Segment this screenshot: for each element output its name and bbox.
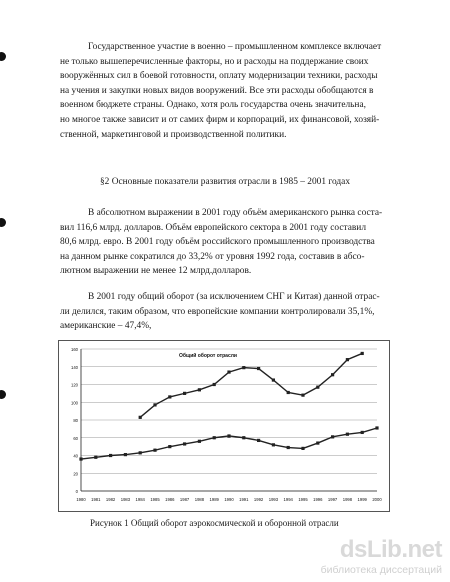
- data-point: [153, 449, 156, 452]
- data-point: [331, 373, 334, 376]
- data-point: [198, 440, 201, 443]
- y-tick-label: 60: [73, 435, 78, 441]
- text-line: ли делился, таким образом, что европейские компании контролировали 35,1%,: [60, 306, 375, 317]
- data-point: [183, 442, 186, 445]
- y-tick-label: 120: [71, 382, 78, 388]
- paragraph-market-volume: [60, 206, 388, 279]
- data-point: [94, 456, 97, 459]
- text-line: не только вышеперечисленные факторы, но и расходы на поддержание своих: [60, 56, 369, 67]
- x-tick-label: 1980: [76, 497, 86, 502]
- binder-hole: [0, 390, 6, 399]
- data-point: [346, 358, 349, 361]
- x-tick-label: 1992: [253, 497, 264, 502]
- watermark-logo: dsLib.net: [339, 536, 442, 563]
- watermark-subtitle: библиотека диссертаций: [320, 564, 442, 576]
- x-tick-label: 1999: [357, 497, 367, 502]
- data-point: [213, 436, 216, 439]
- x-tick-label: 1993: [268, 497, 279, 502]
- data-point: [375, 426, 378, 429]
- data-point: [227, 370, 230, 373]
- data-point: [139, 416, 142, 419]
- data-point: [316, 386, 319, 389]
- data-point: [213, 383, 216, 386]
- x-tick-label: 1991: [239, 497, 249, 502]
- binder-hole: [0, 218, 6, 227]
- y-tick-label: 100: [71, 400, 78, 406]
- data-point: [168, 395, 171, 398]
- x-tick-label: 1981: [91, 497, 101, 502]
- y-tick-label: 80: [73, 418, 78, 423]
- x-tick-label: 2000: [372, 497, 382, 502]
- data-point: [301, 447, 304, 450]
- data-point: [109, 454, 112, 457]
- x-tick-label: 1987: [179, 497, 190, 502]
- chart-canvas: [59, 341, 389, 511]
- text-line: на учения и закупки новых видов вооружений. Все эти расходы обобщаются в: [60, 85, 374, 96]
- data-point: [301, 394, 304, 397]
- binder-hole: [0, 52, 6, 61]
- x-tick-label: 1997: [327, 497, 338, 502]
- x-tick-label: 1986: [165, 497, 175, 502]
- y-tick-label: 40: [73, 453, 78, 459]
- x-tick-label: 1994: [283, 497, 293, 502]
- paragraph-turnover-share: [60, 290, 388, 334]
- data-point: [346, 433, 349, 436]
- data-point: [272, 378, 275, 381]
- section-heading: §2 Основные показатели развития отрасли в 1985 – 2001 годах: [99, 177, 351, 187]
- text-line: Государственное участие в военно – промышленном комплексе включает: [88, 42, 382, 52]
- data-point: [331, 435, 334, 438]
- text-line: 80,6 млрд. евро. В 2001 году объём российского промышленного производства: [60, 237, 375, 248]
- text-line: вил 116,6 млрд. долларов. Объём европейского сектора в 2001 году составил: [60, 222, 366, 233]
- x-tick-label: 1985: [150, 497, 160, 502]
- x-tick-label: 1982: [105, 497, 116, 502]
- data-point: [153, 403, 156, 406]
- data-point: [361, 431, 364, 434]
- text-line: вооружённых сил в боевой готовности, оплату модернизации техники, расходы: [60, 71, 378, 82]
- data-point: [124, 453, 127, 456]
- series-line-1: [140, 353, 362, 417]
- turnover-chart: [58, 340, 390, 512]
- paragraph-state-participation: [60, 40, 388, 142]
- text-line: В абсолютном выражении в 2001 году объём американского рынка соста-: [88, 208, 383, 218]
- x-tick-label: 1998: [342, 497, 353, 502]
- text-line: но многое также зависит и от самих фирм и корпораций, их финансовой, хозяй-: [60, 114, 380, 125]
- data-point: [316, 441, 319, 444]
- data-point: [79, 457, 82, 460]
- data-point: [242, 436, 245, 439]
- data-point: [227, 434, 230, 437]
- data-point: [287, 446, 290, 449]
- data-point: [361, 352, 364, 355]
- x-tick-label: 1990: [224, 497, 234, 502]
- y-tick-label: 160: [71, 347, 78, 352]
- data-point: [139, 451, 142, 454]
- x-tick-label: 1983: [120, 497, 131, 502]
- text-line: ственной, маркетинговой и производственной политики.: [60, 129, 287, 140]
- x-tick-label: 1984: [135, 497, 145, 502]
- text-line: лютном выражении не менее 12 млрд.долларов.: [60, 266, 252, 277]
- chart-title: Общий оборот отрасли: [179, 353, 237, 359]
- y-tick-label: 140: [71, 364, 78, 370]
- x-tick-label: 1989: [209, 497, 219, 502]
- y-tick-label: 20: [73, 471, 78, 477]
- data-point: [257, 439, 260, 442]
- data-point: [168, 445, 171, 448]
- data-point: [242, 366, 245, 369]
- text-line: на данном рынке сократился до 33,2% от уровня 1992 года, составив в абсо-: [60, 251, 365, 262]
- x-tick-label: 1995: [298, 497, 308, 502]
- figure-caption: Рисунок 1 Общий оборот аэрокосмической и оборонной отрасли: [90, 518, 339, 528]
- data-point: [198, 388, 201, 391]
- text-line: американские – 47,4%,: [60, 321, 152, 332]
- data-point: [272, 443, 275, 446]
- x-tick-label: 1988: [194, 497, 205, 502]
- data-point: [257, 367, 260, 370]
- text-line: В 2001 году общий оборот (за исключением СНГ и Китая) данной отрас-: [88, 292, 380, 302]
- y-tick-label: 0: [75, 489, 78, 494]
- text-line: военном бюджете страны. Однако, хотя роль государства очень значительна,: [60, 100, 366, 111]
- x-tick-label: 1996: [313, 497, 323, 502]
- watermark: [320, 534, 442, 578]
- data-point: [183, 392, 186, 395]
- data-point: [287, 391, 290, 394]
